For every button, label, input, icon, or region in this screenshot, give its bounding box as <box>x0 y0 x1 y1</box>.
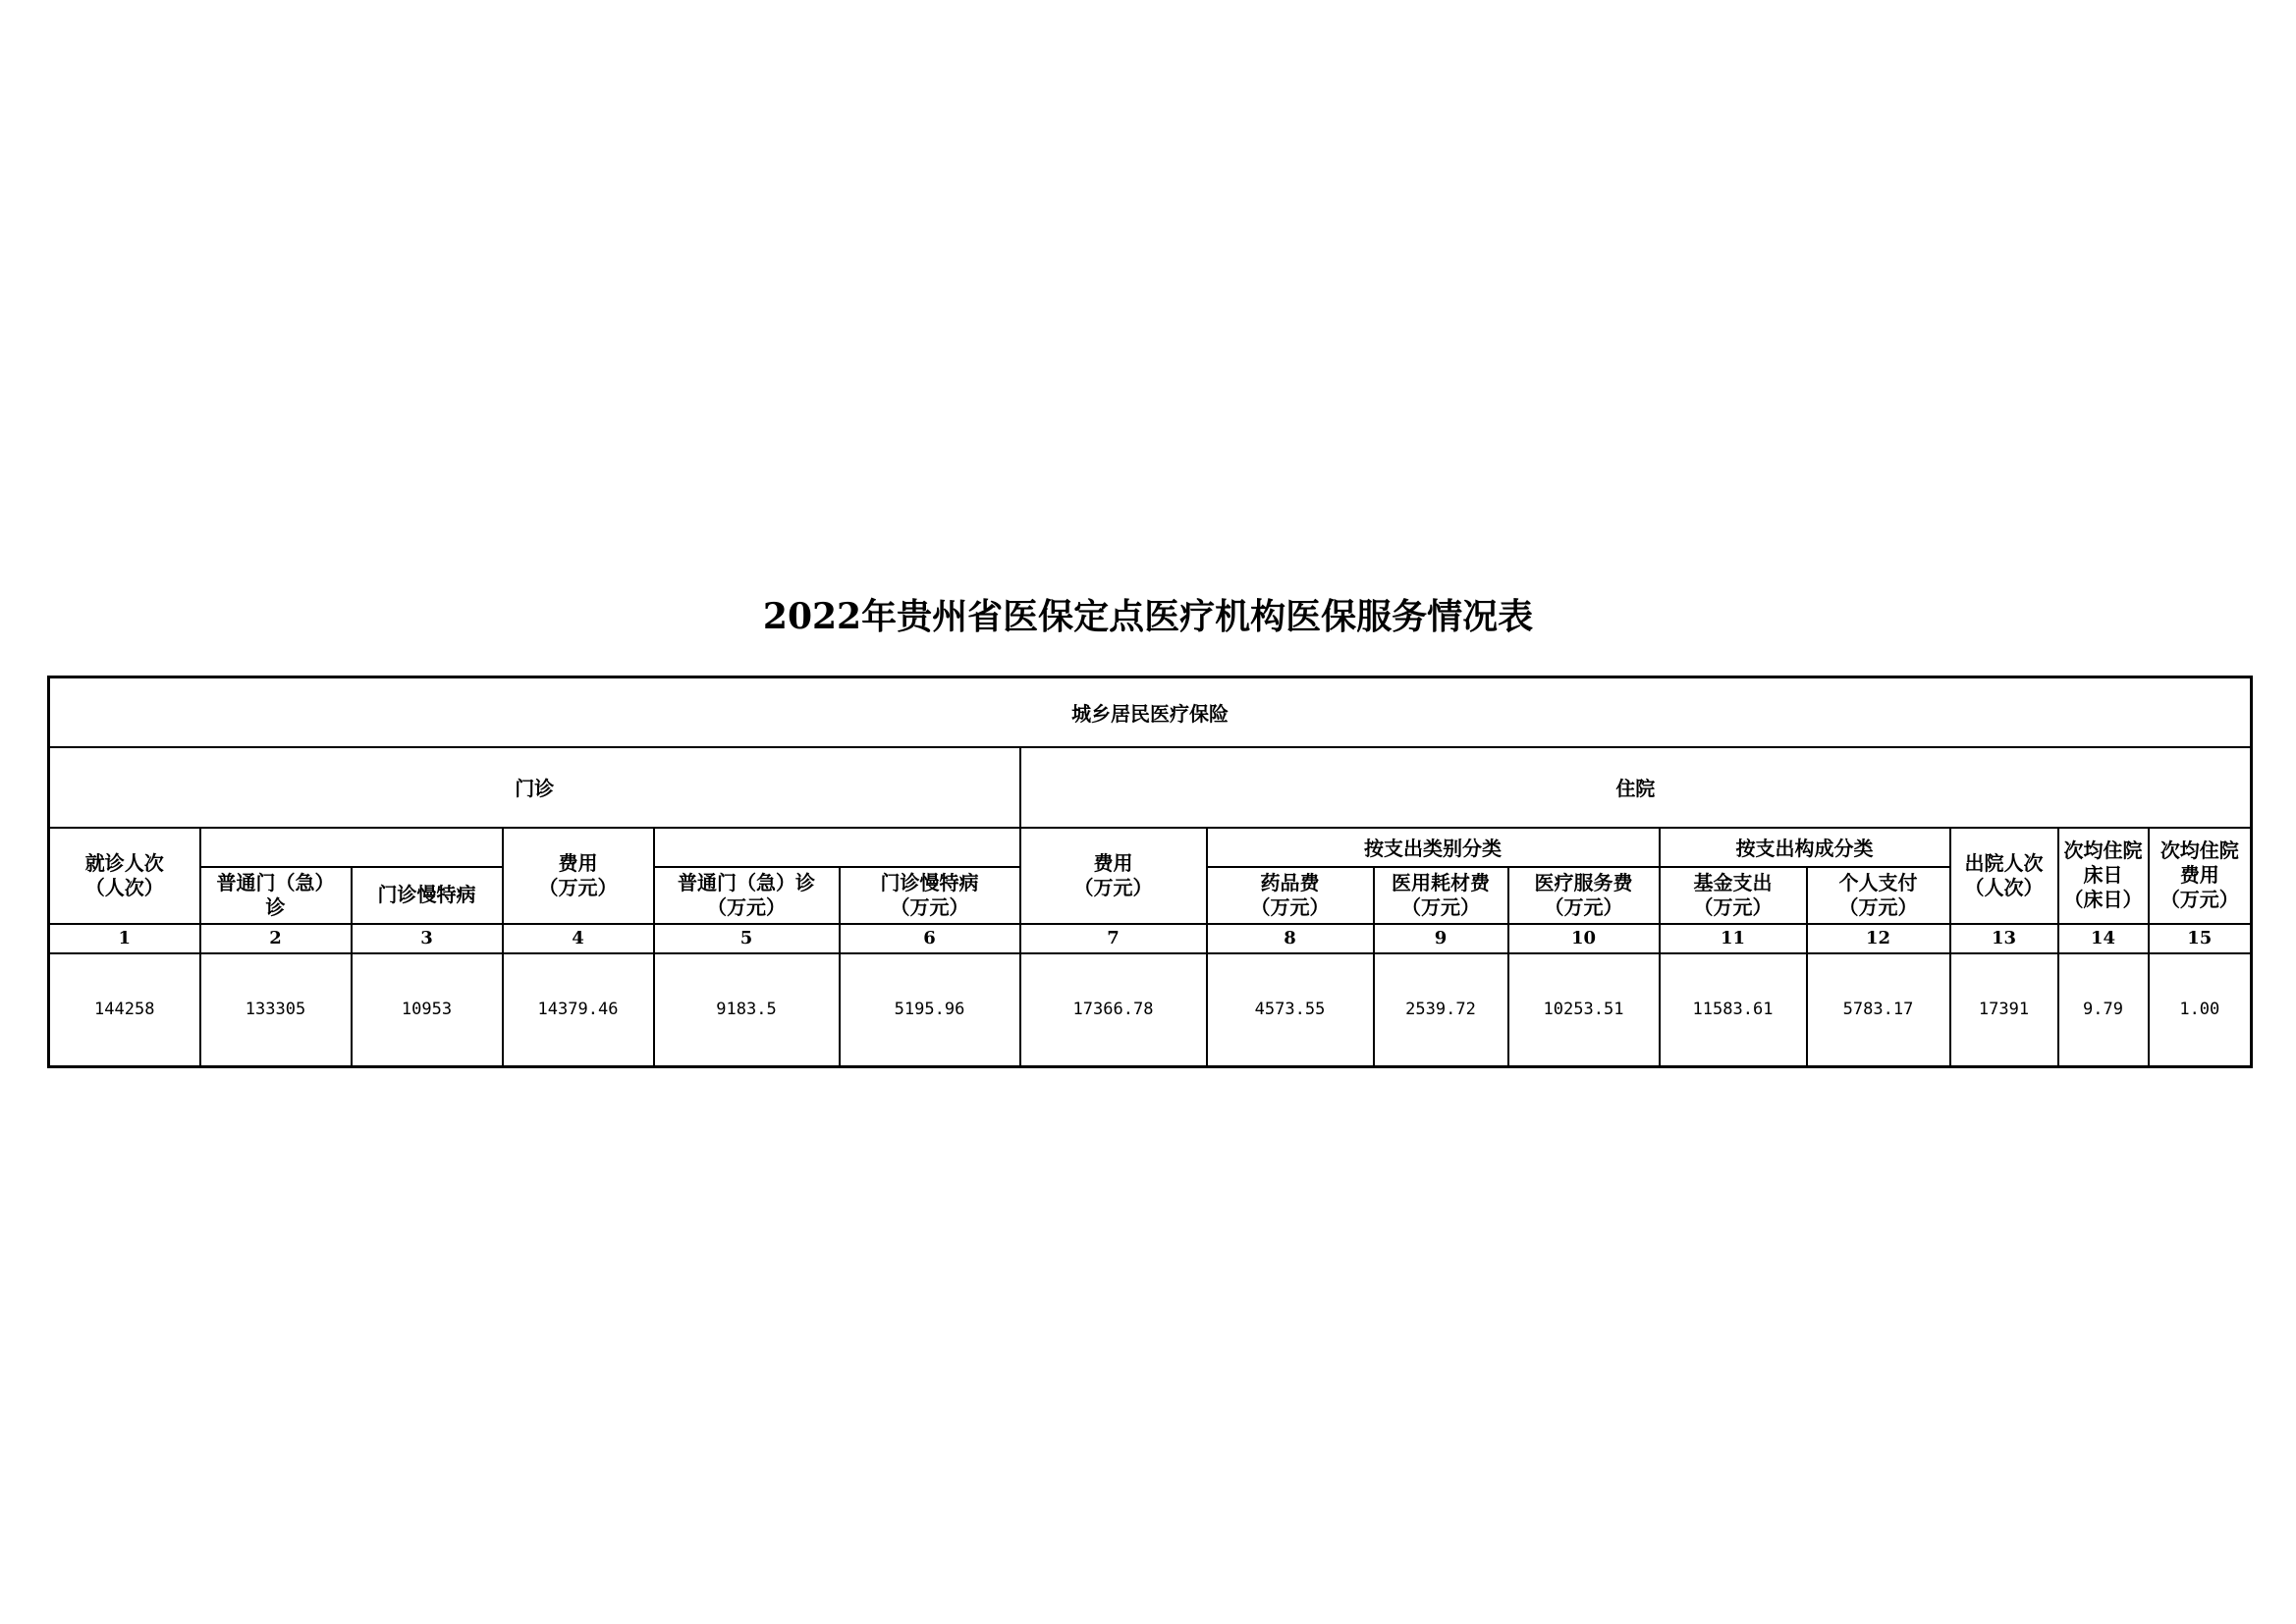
header-personal-payment: 个人支付 （万元） <box>1807 867 1950 924</box>
header-visits-blank <box>200 828 503 867</box>
table-cell: 17366.78 <box>1020 953 1207 1067</box>
header-op-cost-blank <box>654 828 1020 867</box>
table-cell: 144258 <box>49 953 200 1067</box>
header-fund-payment: 基金支出 （万元） <box>1660 867 1807 924</box>
header-outpatient: 门诊 <box>49 747 1020 828</box>
column-number: 13 <box>1950 924 2058 953</box>
column-number: 6 <box>840 924 1020 953</box>
table-cell: 9.79 <box>2058 953 2149 1067</box>
column-number: 1 <box>49 924 200 953</box>
table-cell: 11583.61 <box>1660 953 1807 1067</box>
header-ip-cost: 费用 （万元） <box>1020 828 1207 924</box>
table-cell: 4573.55 <box>1207 953 1374 1067</box>
table-cell: 1.00 <box>2149 953 2252 1067</box>
header-visits: 就诊人次 （人次） <box>49 828 200 924</box>
column-number: 12 <box>1807 924 1950 953</box>
table-row <box>49 953 2252 1067</box>
table-cell: 10953 <box>352 953 503 1067</box>
table-cell: 2539.72 <box>1374 953 1508 1067</box>
column-number: 14 <box>2058 924 2149 953</box>
table-cell: 14379.46 <box>503 953 654 1067</box>
header-general-visits: 普通门（急） 诊 <box>200 867 352 924</box>
header-by-category: 按支出类别分类 <box>1207 828 1660 867</box>
table-cell: 17391 <box>1950 953 2058 1067</box>
column-number: 5 <box>654 924 840 953</box>
header-chronic-cost: 门诊慢特病 （万元） <box>840 867 1020 924</box>
column-number: 15 <box>2149 924 2252 953</box>
column-number: 10 <box>1508 924 1660 953</box>
header-inpatient: 住院 <box>1020 747 2252 828</box>
header-chronic-visits: 门诊慢特病 <box>352 867 503 924</box>
header-avg-bed-days: 次均住院 床日 （床日） <box>2058 828 2149 924</box>
header-urban-rural-insurance: 城乡居民医疗保险 <box>49 677 2252 747</box>
column-number: 3 <box>352 924 503 953</box>
column-number: 9 <box>1374 924 1508 953</box>
header-discharges: 出院人次 （人次） <box>1950 828 2058 924</box>
header-service-cost: 医疗服务费 （万元） <box>1508 867 1660 924</box>
insurance-service-table <box>47 676 2253 1068</box>
table-cell: 5195.96 <box>840 953 1020 1067</box>
table-cell: 9183.5 <box>654 953 840 1067</box>
column-number: 4 <box>503 924 654 953</box>
header-avg-cost: 次均住院 费用 （万元） <box>2149 828 2252 924</box>
page-title: 2022年贵州省医保定点医疗机构医保服务情况表 <box>762 596 1534 637</box>
header-material-cost: 医用耗材费 （万元） <box>1374 867 1508 924</box>
header-op-cost: 费用 （万元） <box>503 828 654 924</box>
header-general-cost: 普通门（急）诊 （万元） <box>654 867 840 924</box>
table-cell: 133305 <box>200 953 352 1067</box>
column-number: 11 <box>1660 924 1807 953</box>
header-by-structure: 按支出构成分类 <box>1660 828 1950 867</box>
column-number-row <box>49 924 2252 953</box>
column-number: 8 <box>1207 924 1374 953</box>
column-number: 2 <box>200 924 352 953</box>
table-cell: 5783.17 <box>1807 953 1950 1067</box>
column-number: 7 <box>1020 924 1207 953</box>
table-cell: 10253.51 <box>1508 953 1660 1067</box>
header-drug-cost: 药品费 （万元） <box>1207 867 1374 924</box>
